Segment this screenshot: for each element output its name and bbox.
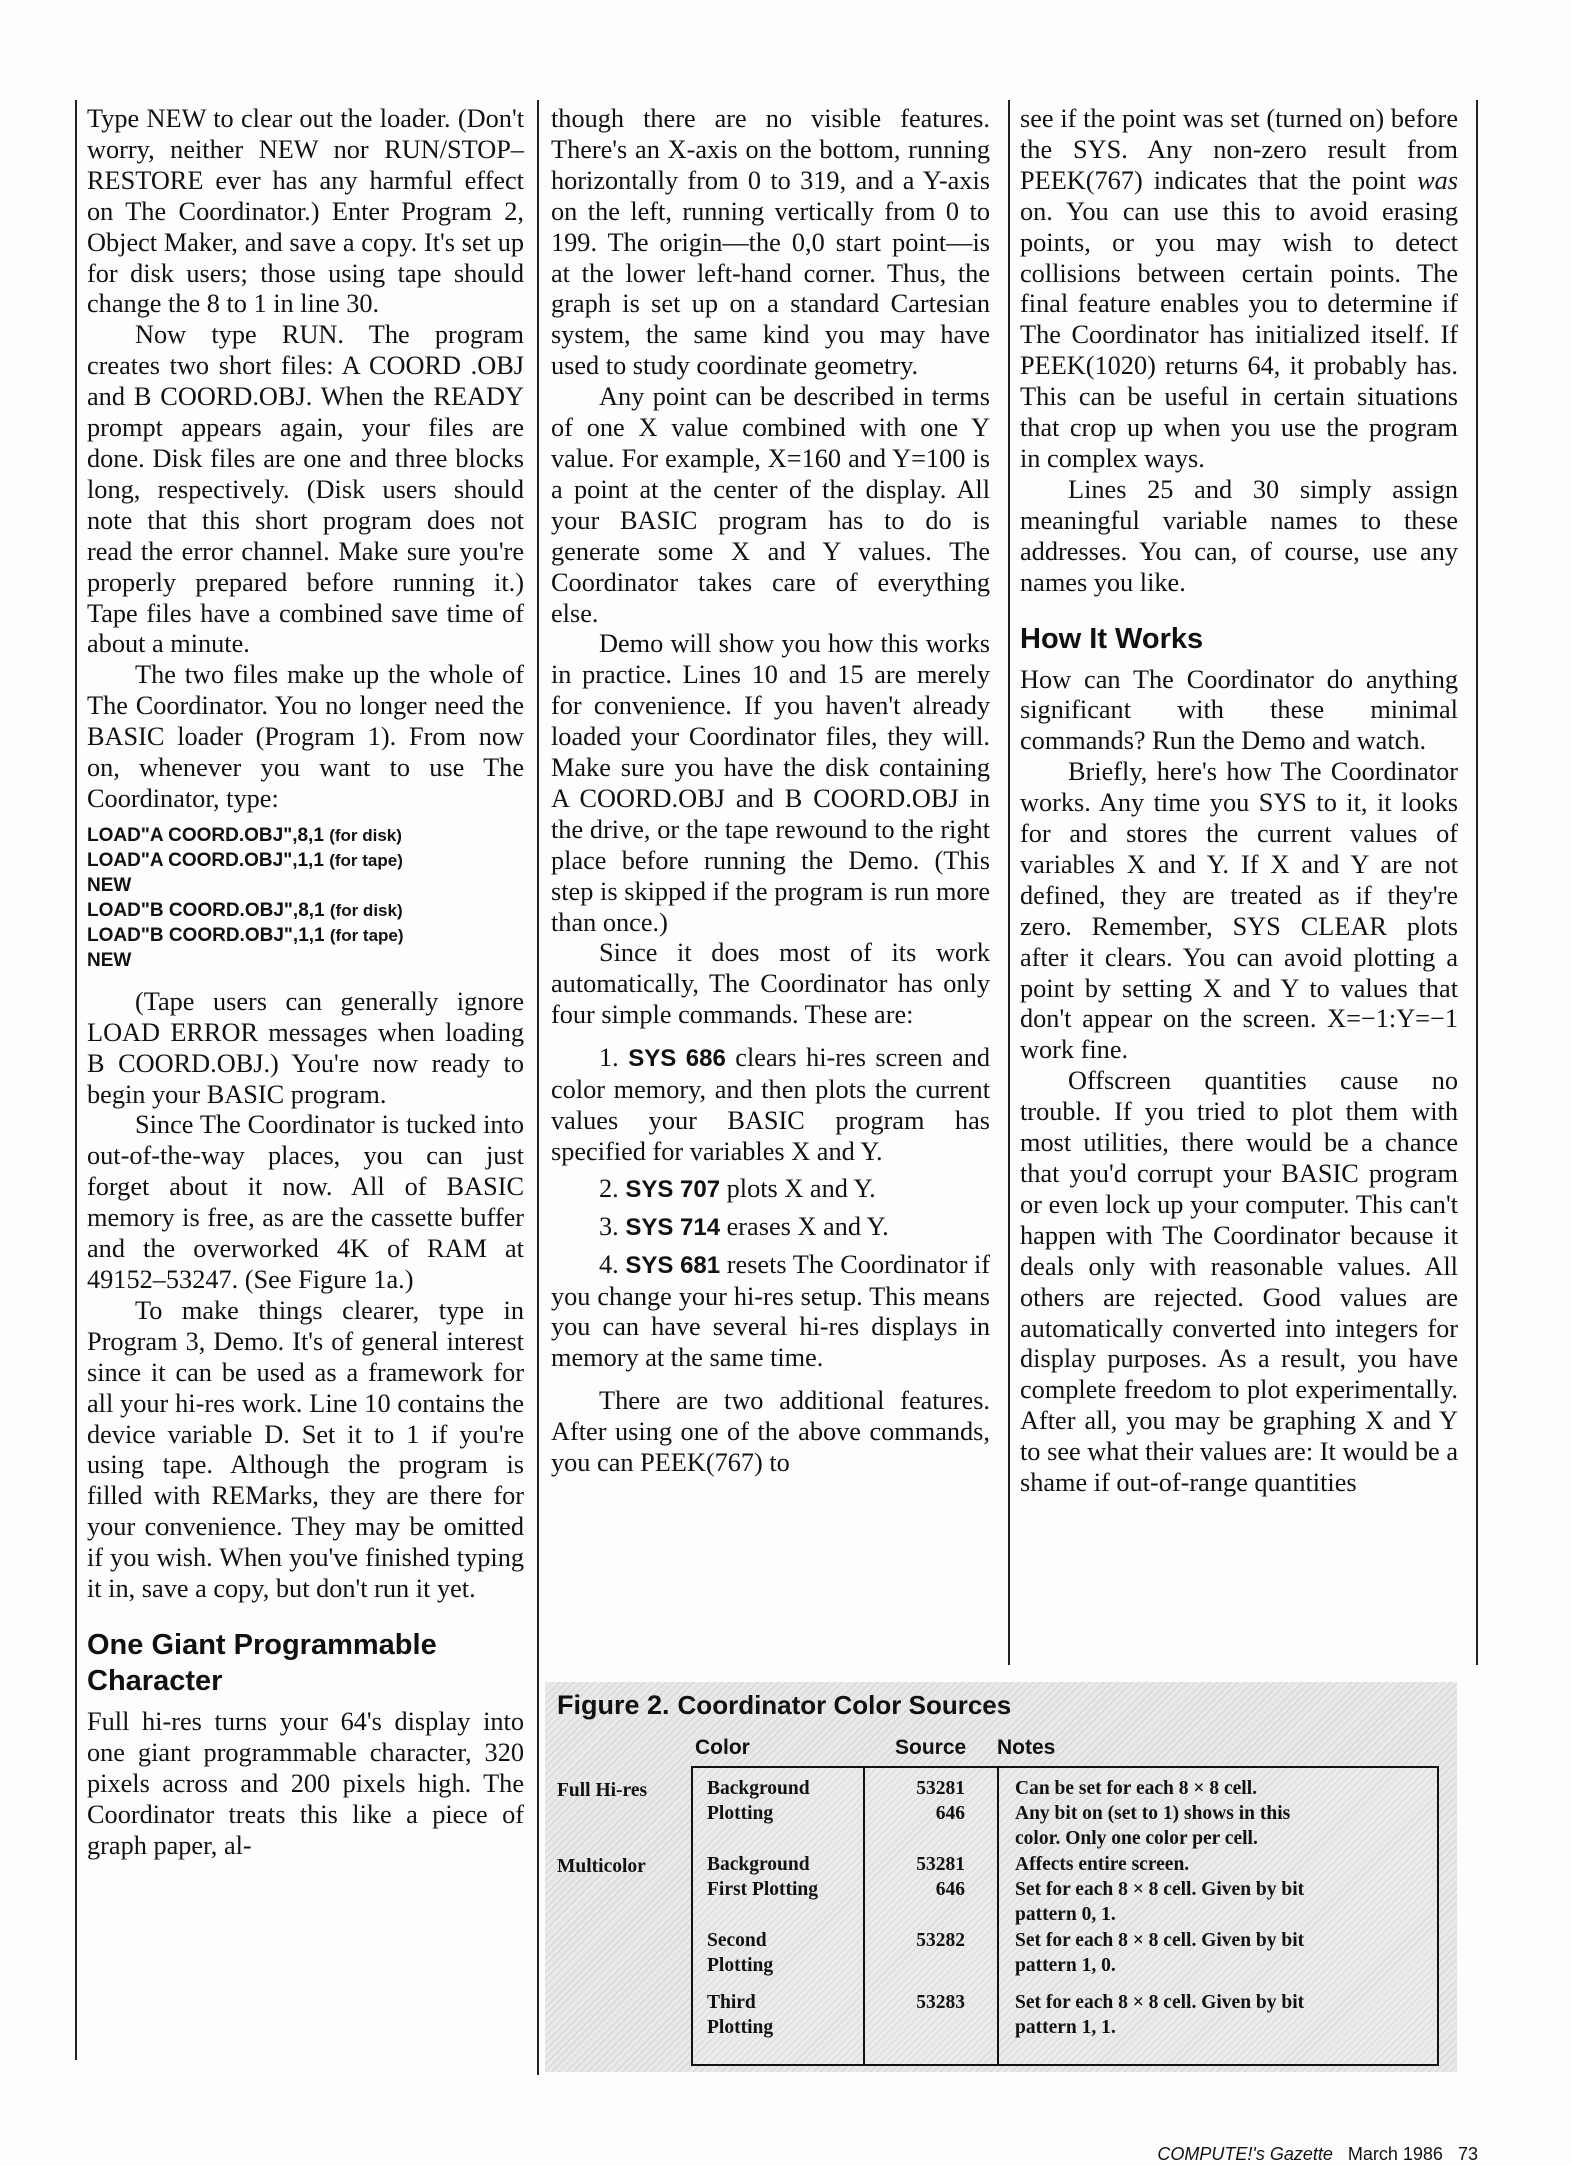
column-rule-left	[75, 100, 77, 2060]
command-item: 3. SYS 714 erases X and Y.	[599, 1211, 889, 1241]
paragraph: There are two additional features. After using one of the above commands, you can PEEK(767) to	[551, 1386, 990, 1478]
code-line: LOAD"A COORD.OBJ",1,1 (for tape)	[87, 849, 403, 871]
column-rule-mid2	[1008, 100, 1010, 1665]
section-heading: How It Works	[1020, 622, 1204, 655]
page-footer	[1157, 2144, 1478, 2165]
figure-title: Figure 2. Coordinator Color Sources	[557, 1690, 1012, 1720]
paragraph: Type NEW to clear out the loader. (Don't worry, neither NEW nor RUN/STOP–RESTORE ever has any harmful effect on The Coordinator.) Enter Program 2, Object Maker, and save a copy. It's set up for disk users; those using tape should change the 8 to 1 in line 30.	[87, 104, 524, 319]
cell-notes: Affects entire screen. Set for each 8 × 8 cell. Given by bit pattern 0, 1.	[1015, 1854, 1305, 1925]
cell-color: Background Plotting	[707, 1778, 810, 1824]
cell-notes: Set for each 8 × 8 cell. Given by bit pattern 1, 1.	[1015, 1992, 1305, 2038]
column-1	[87, 104, 524, 1862]
paragraph: Now type RUN. The program creates two short files: A COORD .OBJ and B COORD.OBJ. When the READY prompt appears again, your files are done. Disk files are one and three blocks long, respectively. (Disk users should note that this short program does not read the error channel. Make sure you're properly prepared before running it.) Tape files have a combined save time of about a minute.	[87, 320, 524, 659]
code-line: LOAD"B COORD.OBJ",8,1 (for disk)	[87, 899, 403, 921]
command-item: 1. SYS 686 clears hi-res screen and color memory, and then plots the current values your BASIC program has specified for variables X and Y.	[551, 1043, 990, 1166]
cell-color: Second Plotting	[707, 1930, 774, 1976]
cell-color: Third Plotting	[707, 1992, 774, 2038]
command-item: 2. SYS 707 plots X and Y.	[599, 1173, 876, 1203]
page-number: 73	[1457, 2144, 1478, 2164]
command-item: 4. SYS 681 resets The Coordinator if you change your hi-res setup. This means you can have several hi-res displays in memory at the same time.	[551, 1249, 991, 1373]
paragraph: Since The Coordinator is tucked into out-of-the-way places, you can just forget about it now. All of BASIC memory is free, as are the cassette buffer and the overworked 4K of RAM at 49152–53247. (See Figure 1a.)	[87, 1110, 524, 1294]
code-listing	[87, 823, 524, 973]
cell-notes: Can be set for each 8 × 8 cell. Any bit on (set to 1) shows in this color. Only one color per cell.	[1015, 1778, 1291, 1849]
column-2	[551, 104, 990, 1479]
table-divider	[997, 1768, 999, 2064]
header-source: Source	[895, 1736, 967, 1759]
code-line: NEW	[87, 874, 132, 896]
paragraph: (Tape users can generally ignore LOAD ERROR messages when loading B COORD.OBJ.) You're now ready to begin your BASIC program.	[87, 986, 524, 1109]
paragraph: Any point can be described in terms of one X value combined with one Y value. For example, X=160 and Y=100 is a point at the center of the display. All your BASIC program has to do is generate some X and Y values. The Coordinator takes care of everything else.	[551, 382, 990, 628]
paragraph: Lines 25 and 30 simply assign meaningful variable names to these addresses. You can, of course, use any names you like.	[1020, 474, 1458, 597]
code-line: LOAD"B COORD.OBJ",1,1 (for tape)	[87, 924, 404, 946]
mode-label: Full Hi-res	[557, 1780, 648, 1801]
cell-source: 53283	[916, 1992, 965, 2013]
cell-notes: Set for each 8 × 8 cell. Given by bit pattern 1, 0.	[1015, 1930, 1305, 1976]
cell-source: 53281 646	[916, 1854, 965, 1900]
figure-2	[545, 1682, 1457, 2072]
code-line: LOAD"A COORD.OBJ",8,1 (for disk)	[87, 824, 402, 846]
paragraph: The two files make up the whole of The Coordinator. You no longer need the BASIC loader (Program 1). From now on, whenever you want to use The Coordinator, type:	[87, 660, 524, 813]
paragraph: To make things clearer, type in Program 3, Demo. It's of general interest since it can be used as a framework for all your hi-res work. Line 10 contains the device variable D. Set it to 1 if you're using tape. Although the program is filled with REMarks, they are there for your convenience. They may be omitted if you wish. When you've finished typing it in, save a copy, but don't run it yet.	[87, 1295, 524, 1604]
header-color: Color	[695, 1736, 750, 1759]
cell-source: 53282	[916, 1930, 965, 1951]
paragraph: see if the point was set (turned on) before the SYS. Any non-zero result from PEEK(767) indicates that the point was on. You can use this to avoid erasing points, or you may wish to detect collisions between certain points. The final feature enables you to determine if The Coordinator has initialized itself. If PEEK(1020) returns 64, it probably has. This can be useful in certain situations that crop up when you use the program in complex ways.	[1020, 104, 1458, 473]
cell-color: Background First Plotting	[707, 1854, 819, 1900]
column-rule-mid1	[537, 100, 539, 2075]
magazine-name: COMPUTE!'s Gazette	[1157, 2144, 1333, 2164]
figure-table	[691, 1766, 1439, 2066]
paragraph: Briefly, here's how The Coordinator works. Any time you SYS to it, it looks for and stores the current values of variables X and Y. If X and Y are not defined, they are treated as if they're zero. Remember, SYS CLEAR plots after it clears. You can avoid plotting a point by setting X and Y to values that don't appear on the screen. X=−1:Y=−1 work fine.	[1020, 757, 1458, 1065]
paragraph: How can The Coordinator do anything significant with these minimal commands? Run the Demo and watch.	[1020, 664, 1458, 756]
paragraph: Demo will show you how this works in practice. Lines 10 and 15 are merely for convenience. If you haven't already loaded your Coordinator files, they will. Make sure you have the disk containing A COORD.OBJ and B COORD.OBJ in the drive, or the tape rewound to the right place before running the Demo. (This step is skipped if the program is run more than once.)	[551, 629, 990, 937]
paragraph: Offscreen quantities cause no trouble. If you tried to plot them with most utilities, there would be a chance that you'd corrupt your BASIC program or even lock up your computer. This can't happen with The Coordinator because it deals only with reasonable values. All others are rejected. Good values are automatically converted into integers for display purposes. As a result, you have complete freedom to plot experimentally. After all, you may be graphing X and Y to see what their values are: It would be a shame if out-of-range quantities	[1020, 1066, 1458, 1498]
paragraph: Since it does most of its work automatically, The Coordinator has only four simple commands. These are:	[551, 938, 990, 1030]
column-rule-right	[1476, 100, 1478, 1665]
paragraph: Full hi-res turns your 64's display into one giant programmable character, 320 pixels across and 200 pixels high. The Coordinator treats this like a piece of graph paper, al-	[87, 1706, 524, 1860]
paragraph: though there are no visible features. There's an X-axis on the bottom, running horizontally from 0 to 319, and a Y-axis on the left, running vertically from 0 to 199. The origin—the 0,0 start point—is at the lower left-hand corner. Thus, the graph is set up on a standard Cartesian system, the same kind you may have used to study coordinate geometry.	[551, 104, 990, 381]
mode-label: Multicolor	[557, 1856, 646, 1877]
column-3	[1020, 104, 1458, 1499]
code-line: NEW	[87, 949, 132, 971]
header-notes: Notes	[997, 1736, 1056, 1759]
cell-source: 53281 646	[916, 1778, 965, 1824]
section-heading: One Giant Programmable Character	[87, 1628, 437, 1697]
issue-date: March 1986	[1347, 2144, 1443, 2164]
